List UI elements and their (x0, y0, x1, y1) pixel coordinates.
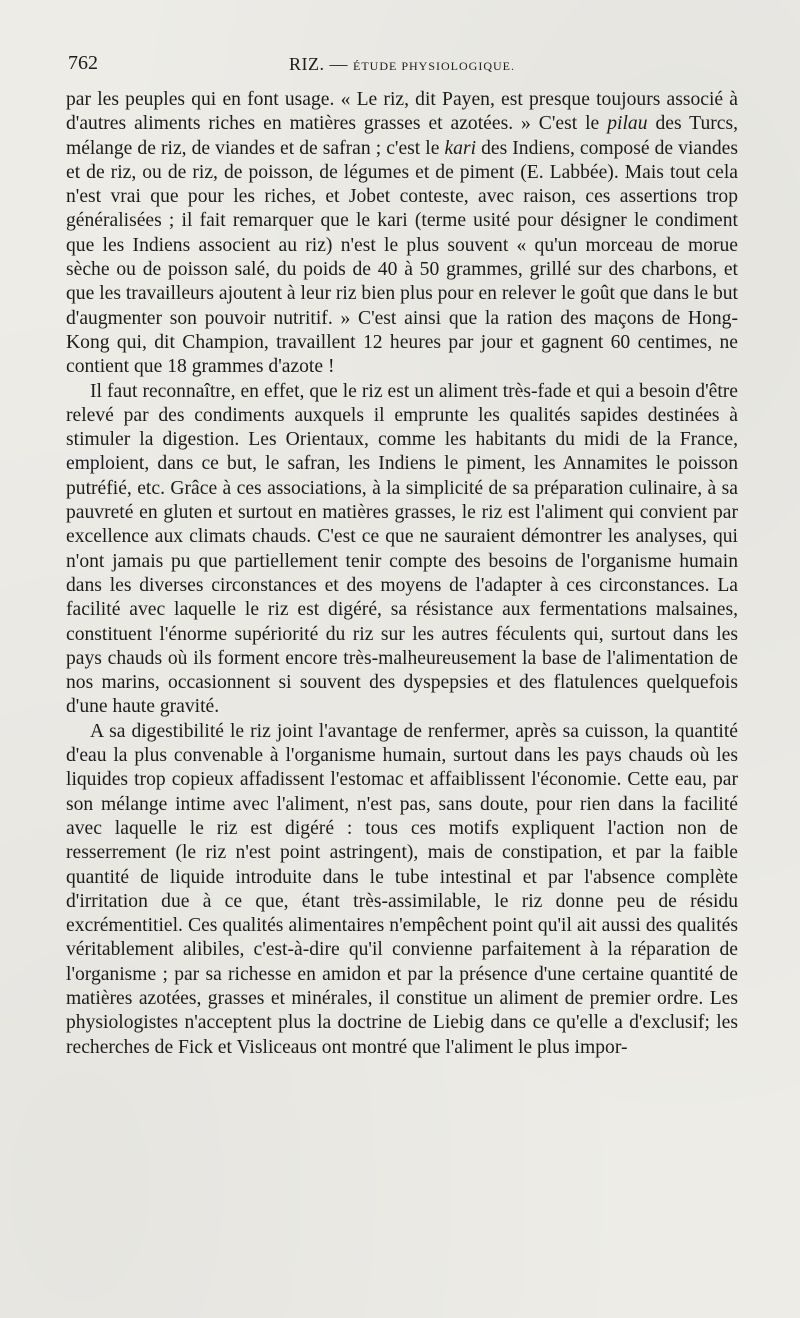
page-header (66, 48, 738, 88)
paragraph-1-part-3: des Indiens, composé de viandes et de riz, ou de riz, de poisson, de légumes et de piment (E. Labbée). Mais tout cela n'est vrai que pour les riches, et Jobet conteste, avec raison, ces assertions trop généralisées ; il fait remarquer que le kari (terme usité pour désigner le condiment que les Indiens associent au riz) n'est le plus souvent « qu'un morceau de morue sèche ou de poisson salé, du poids de 40 à 50 grammes, grillé sur des charbons, et que les travailleurs ajoutent à leur riz bien plus pour en relever le goût que dans le but d'augmenter son pouvoir nutritif. » C'est ainsi que la ration des maçons de Hong-Kong qui, dit Champion, travaillent 12 heures par jour et gagnent 60 centimes, ne contient que 18 grammes d'azote ! (66, 137, 739, 378)
running-head (66, 54, 738, 75)
running-head-subtitle: ÉTUDE PHYSIOLOGIQUE. (353, 59, 515, 73)
paragraph-2: Il faut reconnaître, en effet, que le riz est un aliment très-fade et qui a besoin d'être relevé par des condiments auxquels il emprunte les qualités sapides destinées à stimuler la digestion. Les Orientaux, comme les habitants du midi de la France, emploient, dans ce but, le safran, les Indiens le piment, les Annamites le poisson putréfié, etc. Grâce à ces associations, à la simplicité de sa préparation culinaire, à sa pauvreté en gluten et surtout en matières grasses, le riz est l'aliment qui convient par excellence aux climats chauds. C'est ce que ne sauraient démontrer les analyses, qui n'ont jamais pu que partiellement tenir compte des besoins de l'organisme humain dans les diverses circonstances et des moyens de l'adapter à ces circonstances. La facilité avec laquelle le riz est digéré, sa résistance aux fermentations malsaines, constituent l'énorme supériorité du riz sur les autres féculents qui, surtout dans les pays chauds où ils forment encore très-malheureusement la base de l'alimentation de nos marins, occasionnent si souvent des dyspepsies et des flatulences quelquefois d'une haute gravité. (66, 380, 738, 718)
page-number: 762 (68, 52, 98, 74)
term-pilau: pilau (607, 113, 648, 135)
term-kari: kari (444, 137, 477, 159)
paragraph-1-part-2: des Turcs, mélange de riz, de viandes et de safran ; c'est le (66, 113, 738, 159)
body-text (66, 88, 738, 1060)
paragraph-3: A sa digestibilité le riz joint l'avantage de renfermer, après sa cuisson, la quantité d'eau la plus convenable à l'organisme humain, surtout dans les pays chauds où les liquides trop copieux affadissent l'estomac et affaiblissent l'économie. Cette eau, par son mélange intime avec l'aliment, n'est pas, sans doute, pour rien dans la facilité avec laquelle le riz est digéré : tous ces motifs expliquent l'action non de resserrement (le riz n'est point astringent), mais de constipation, et par la faible quantité de liquide introduite dans le tube intestinal et par l'absence complète d'irritation due à ce que, étant très-assimilable, le riz donne peu de résidu excrémentitiel. Ces qualités alimentaires n'empêchent point qu'il ait aussi des qualités véritablement alibiles, c'est-à-dire qu'il convienne parfaitement à la réparation de l'organisme ; par sa richesse en amidon et par la présence d'une certaine quantité de matières azotées, grasses et minérales, il constitue un aliment de premier ordre. Les physiologistes n'acceptent plus la doctrine de Liebig dans ce qu'elle a d'exclusif; les recherches de Fick et Visliceaus ont montré que l'aliment le plus impor- (66, 720, 738, 1058)
running-head-title: RIZ. (289, 54, 325, 74)
running-head-separator: — (329, 54, 348, 74)
paragraph-1-part-1: par les peuples qui en font usage. « Le riz, dit Payen, est presque toujours associé à d'autres aliments riches en matières grasses et azotées. » C'est le (66, 89, 738, 135)
paragraph-1 (66, 88, 738, 380)
